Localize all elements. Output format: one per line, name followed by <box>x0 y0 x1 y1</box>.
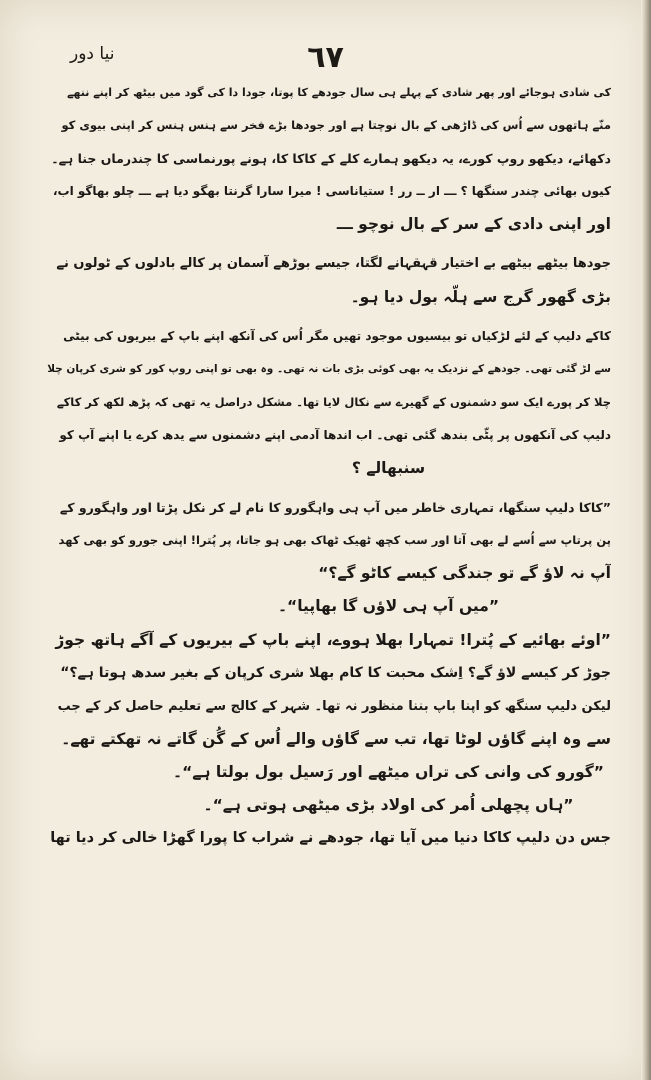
text-line: ”گورو کی وانی کی تراں میٹھے اور رَسیل بول بولتا ہے“۔ <box>173 762 604 781</box>
text-line: ”میں آپ ہی لاؤں گا بھاپیا“۔ <box>277 597 500 616</box>
text-line: کیوں بھائی چندر سنگھا ؟ ـــ ار ــ رر ! ستیاناسی ! میرا سارا گرنتا بھگو دیا ہے ـــ چلو بھاگو اب، <box>52 184 611 199</box>
text-line: جوڑ کر کیسے لاؤ گے؟ اِشک محبت کا کام بھلا شری کرپان کے بغیر سدھ ہوتا ہے؟“ <box>60 664 611 681</box>
text-line: ”کاکا دلیپ سنگھا، تمہاری خاطر میں آپ ہی واہگورو کا نام لے کر نکل پڑتا اور واہگورو کے <box>59 500 611 516</box>
page-gutter-shadow <box>641 0 651 1080</box>
text-line: ”اوئے بھائیے کے پُترا! تمہارا بھلا ہووے، اپنے باپ کے بیریوں کے آگے ہاتھ جوڑ <box>55 630 611 649</box>
page-header <box>70 34 581 74</box>
body-text <box>46 76 611 855</box>
text-line: لیکن دلیپ سنگھ کو اپنا باپ بننا منظور نہ تھا۔ شہر کے کالج سے تعلیم حاصل کر کے جب <box>57 698 611 714</box>
text-line: اور اپنی دادی کے سر کے بال نوچو ـــ <box>336 215 611 234</box>
text-line: منّے ہاتھوں سے اُس کی ڈاڑھی کے بال نوچتا ہے اور جودھا بڑے فخر سے ہنس ہنس کر اپنی بیوی کو <box>61 118 611 133</box>
text-line: سے وہ اپنے گاؤں لوٹا تھا، تب سے گاؤں والے اُس کے گُن گاتے نہ تھکتے تھے۔ <box>61 729 611 748</box>
running-head: نیا دور <box>70 44 115 64</box>
text-line: ”ہاں پچھلی اُمر کی اولاد بڑی میٹھی ہوتی ہے“۔ <box>203 795 574 814</box>
text-line: جودھا بیٹھے بیٹھے بے اختیار قہقہانے لگتا، جیسے بوڑھے آسمان پر کالے بادلوں کے ٹولوں نے <box>56 256 611 272</box>
page-number: ٦٧ <box>307 40 344 75</box>
text-line: کاکے دلیپ کے لئے لڑکیاں تو بیسیوں موجود تھیں مگر اُس کی آنکھ اپنے باپ کے بیریوں کی بیٹی <box>63 328 611 343</box>
text-line: دلیپ کی آنکھوں پر پٹّی بندھ گئی تھی۔ اب اندھا آدمی اپنے دشمنوں سے یدھ کرے یا اپنے آپ کو <box>59 427 611 442</box>
text-line: آپ نہ لاؤ گے تو جندگی کیسے کاٹو گے؟“ <box>318 564 611 583</box>
text-line: سے لڑ گئی تھی۔ جودھے کے نزدیک یہ بھی کوئی بڑی بات نہ تھی۔ وہ بھی تو اپنی روپ کور کو شری کرپان چلا <box>47 362 611 375</box>
text-line: جس دن دلیپ کاکا دنیا میں آیا تھا، جودھے نے شراب کا پورا گھڑا خالی کر دیا تھا <box>50 830 611 847</box>
text-line: دکھائے، دیکھو روپ کورے، یہ دیکھو ہمارے کلے کے کاکا کا، ہونے پورنماسی کا چندرماں جنا ہے۔ <box>51 151 611 167</box>
text-line: سنبھالے ؟ <box>351 459 426 478</box>
text-line: پن پرتاپ سے اُسے لے بھی آتا اور سب کچھ ٹھیک ٹھاک بھی ہو جاتا، پر پُترا! اپنی جورو کو بھی کھد <box>58 533 611 548</box>
text-line: بڑی گھور گرج سے ہلّہ بول دیا ہو۔ <box>350 287 611 306</box>
text-line: کی شادی ہوجائے اور پھر شادی کے پہلے ہی سال جودھے کا پوتا، جودا دا کی گود میں بیٹھ کر اپنے ننھے <box>67 86 611 99</box>
text-line: چلا کر پورے ایک سو دشمنوں کے گھیرے سے نکال لایا تھا۔ مشکل دراصل یہ تھی کہ پڑھ لکھ کر کاکے <box>56 394 611 409</box>
